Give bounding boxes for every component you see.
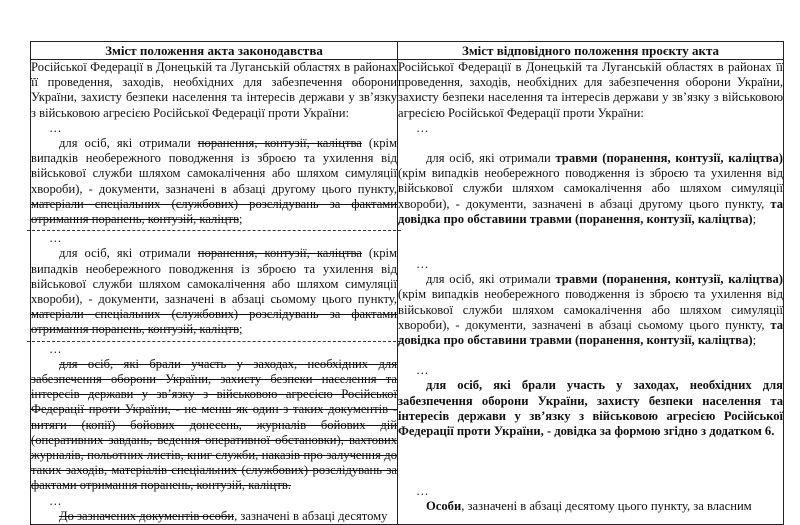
deleted-text: матеріали спеціальних (службових) розслідувань за фактами отримання поранень, контузій, каліцтв	[31, 196, 397, 227]
ellipsis: …	[49, 493, 62, 508]
inserted-text: та довідка про обставини травми (поранення, контузії, каліцтва)	[398, 196, 783, 226]
content-row	[31, 60, 784, 525]
right-paragraph-2: для осіб, які отримали травми (поранення, контузії, каліцтва) (крім випадків необережного поводження із зброєю та ухилення від військової служби шляхом самокалічення або шляхом симуляції хвороби), - документи, зазначені в абзаці сьомому цього пункту, та довідка про обставини травми (поранення, контузії, каліцтва);	[398, 272, 783, 348]
right-column	[398, 60, 784, 525]
deleted-text: поранення, контузії, каліцтва	[197, 246, 362, 261]
deleted-text: матеріали спеціальних (службових) розслідувань за фактами отримання поранень, контузій, каліцтв	[31, 307, 397, 337]
ellipsis: …	[416, 257, 429, 272]
inserted-text: травми (поранення, контузії, каліцтва)	[555, 151, 783, 166]
left-paragraph-3	[31, 357, 397, 494]
deleted-text: поранення, контузії, каліцтва	[197, 136, 362, 151]
inserted-text: Особи	[426, 499, 462, 514]
ellipsis: …	[416, 484, 429, 499]
ellipsis: …	[416, 120, 429, 135]
right-column-header: Зміст відповідного положення проєкту акта	[398, 42, 784, 60]
deleted-text: для осіб, які брали участь у заходах, необхідних для забезпечення оборони України, захисту безпеки населення та інтересів держави у зв’язку з військовою агресією Російської Федерації проти України, - не менш як один з таких документів - витяги (копії) бойових донесень, журналів бойових дій (оперативних завдань, ведення оперативної обстановки), вахтових журналів, польотних листів, книг служби, наказів про залучення до таких заходів, матеріалів спеціальних (службових) розслідувань за фактами отримання поранень, контузій, каліцтв.	[31, 356, 397, 493]
comparison-table	[30, 41, 784, 525]
inserted-text: для осіб, які брали участь у заходах, необхідних для забезпечення оборони України, захисту безпеки населення та інтересів держави у зв’язку з військовою агресією Російської Федерації проти України, - довідка за формою згідно з додатком 6.	[398, 378, 783, 439]
left-intro-paragraph: Російської Федерації в Донецькій та Луганській областях в районах її проведення, заходів, необхідних для забезпечення оборони України, захисту безпеки населення та інтересів держави у зв’язку з військовою агресією Російської Федерації проти України:	[31, 60, 397, 120]
right-intro-paragraph: Російської Федерації в Донецькій та Луганській областях в районах її проведення, заходів, необхідних для забезпечення оборони України, захисту безпеки населення та інтересів держави у зв’язку з військовою агресією Російської Федерації проти України:	[398, 60, 783, 120]
ellipsis: …	[416, 363, 429, 378]
right-paragraph-1: для осіб, які отримали травми (поранення, контузії, каліцтва) (крім випадків необережного поводження із зброєю та ухилення від військової служби шляхом самокалічення або шляхом симуляції хвороби), - документи, зазначені в абзаці другому цього пункту, та довідка про обставини травми (поранення, контузії, каліцтва);	[398, 151, 783, 226]
left-paragraph-2: для осіб, які отримали поранення, контузії, каліцтва (крім випадків необережного поводження із зброєю та ухилення від військової служби шляхом самокалічення або шляхом симуляції хвороби), - документи, зазначені в абзаці сьомому цього пункту, матеріали спеціальних (службових) розслідувань за фактами отримання поранень, контузій, каліцтв;	[31, 246, 398, 337]
right-paragraph-3	[398, 378, 783, 439]
left-paragraph-1: для осіб, які отримали поранення, контузії, каліцтва (крім випадків необережного поводження із зброєю та ухилення від військової служби шляхом самокалічення або шляхом симуляції хвороби), - документи, зазначені в абзаці другому цього пункту, матеріали спеціальних (службових) розслідувань за фактами отримання поранень, контузій, каліцтв;	[31, 136, 398, 227]
deleted-text: До зазначених документів особи	[59, 508, 235, 523]
header-row	[31, 42, 784, 60]
inserted-text: травми (поранення, контузії, каліцтва)	[555, 272, 783, 287]
left-paragraph-4: До зазначених документів особи, зазначені в абзаці десятому	[59, 508, 388, 523]
inserted-text: та довідка про обставини травми (поранення, контузії, каліцтва)	[398, 317, 783, 348]
ellipsis: …	[49, 341, 62, 356]
right-paragraph-4: Особи, зазначені в абзаці десятому цього пункту, за власним	[426, 499, 752, 514]
left-column-header: Зміст положення акта законодавства	[31, 42, 398, 60]
ellipsis: …	[49, 120, 62, 135]
ellipsis: …	[49, 231, 62, 246]
left-column	[31, 60, 398, 525]
